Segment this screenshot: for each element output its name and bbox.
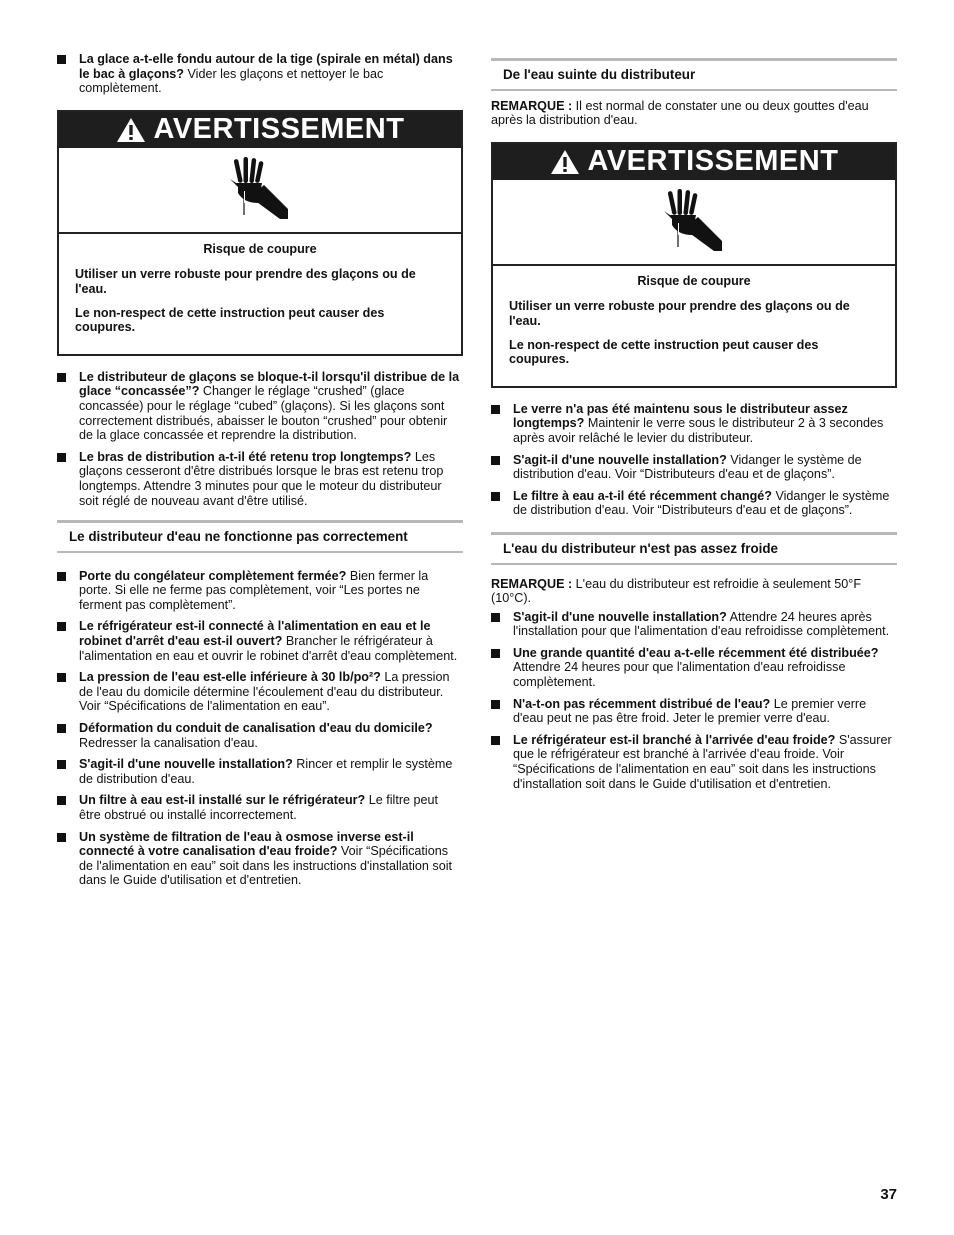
list-item: N'a-t-on pas récemment distribué de l'eau? Le premier verre d'eau peut ne pas être froid. Jeter le premier verre d'eau.: [491, 697, 897, 726]
section-heading: L'eau du distributeur n'est pas assez froide: [491, 532, 897, 565]
warning-header: [59, 112, 461, 148]
hand-cut-icon: [662, 189, 726, 255]
warning-line-1: Utiliser un verre robuste pour prendre des glaçons ou de l'eau.: [509, 299, 850, 328]
right-list-1: [491, 402, 897, 518]
warning-box: [57, 110, 463, 356]
warning-risk: Risque de coupure: [203, 241, 317, 256]
list-item: Le bras de distribution a-t-il été retenu trop longtemps? Les glaçons cesseront d'être distribués lorsque le bras est retenu trop longtemps. Attendre 3 minutes pour que le moteur du distributeur soit réglé de nouveau avant d'être utilisé.: [57, 450, 463, 508]
list-item: La glace a-t-elle fondu autour de la tige (spirale en métal) dans le bac à glaçons? Vider les glaçons et nettoyer le bac complètement.: [57, 52, 463, 96]
left-column: [57, 52, 463, 895]
list-item: Porte du congélateur complètement fermée? Bien fermer la porte. Si elle ne ferme pas complètement, voir “Les portes ne ferment pas complètement”.: [57, 569, 463, 613]
warning-header: [493, 144, 895, 180]
hand-cut-icon: [228, 157, 292, 223]
warning-image: [59, 148, 461, 234]
left-section-list: [57, 569, 463, 888]
right-column: [491, 46, 897, 798]
list-item: Le distributeur de glaçons se bloque-t-il lorsqu'il distribue de la glace “concassée”? Changer le réglage “crushed” (glace concassée) pour le réglage “cubed” (glaçons). Si les glaçons sont correctement distribués, abaisser le bouton “crushed” pour obtenir de la glace concassée et reprendre la distribution.: [57, 370, 463, 443]
warning-triangle-icon: [550, 149, 580, 175]
note: REMARQUE : L'eau du distributeur est refroidie à seulement 50°F (10°C).: [491, 576, 862, 606]
section-heading: Le distributeur d'eau ne fonctionne pas correctement: [57, 520, 463, 553]
warning-line-2: Le non-respect de cette instruction peut causer des coupures.: [509, 337, 819, 367]
list-item: S'agit-il d'une nouvelle installation? Vidanger le système de distribution d'eau. Voir “Distributeurs d'eau et de glaçons”.: [491, 453, 897, 482]
list-item: Le réfrigérateur est-il branché à l'arrivée d'eau froide? S'assurer que le réfrigérateur est branché à l'arrivée d'eau froide. Voir “Spécifications de l'alimentation en eau” soit dans les instructions d'installation soit dans le Guide d'utilisation et d'entretien.: [491, 733, 897, 791]
list-item: Une grande quantité d'eau a-t-elle récemment été distribuée? Attendre 24 heures pour que l'alimentation d'eau refroidisse complètement.: [491, 646, 897, 690]
list-item: La pression de l'eau est-elle inférieure à 30 lb/po²? La pression de l'eau du domicile détermine l'écoulement d'eau du distributeur. Voir “Spécifications de l'alimentation en eau”.: [57, 670, 463, 714]
warning-body: [59, 234, 461, 354]
page-number: 37: [880, 1186, 897, 1203]
left-top-list: [57, 52, 463, 96]
list-item: Un filtre à eau est-il installé sur le réfrigérateur? Le filtre peut être obstrué ou installé incorrectement.: [57, 793, 463, 822]
warning-title: AVERTISSEMENT: [153, 113, 405, 146]
list-item: Le filtre à eau a-t-il été récemment changé? Vidanger le système de distribution d'eau. Voir “Distributeurs d'eau et de glaçons”.: [491, 489, 897, 518]
warning-triangle-icon: [116, 117, 146, 143]
list-item: S'agit-il d'une nouvelle installation? Rincer et remplir le système de distribution d'eau.: [57, 757, 463, 786]
warning-line-2: Le non-respect de cette instruction peut causer des coupures.: [75, 305, 385, 335]
warning-line-1: Utiliser un verre robuste pour prendre des glaçons ou de l'eau.: [75, 267, 416, 296]
right-list-2: [491, 610, 897, 792]
section-heading: De l'eau suinte du distributeur: [491, 58, 897, 91]
left-list: [57, 370, 463, 508]
note: REMARQUE : Il est normal de constater une ou deux gouttes d'eau après la distribution d'eau.: [491, 98, 869, 128]
warning-title: AVERTISSEMENT: [587, 145, 839, 178]
list-item: Le verre n'a pas été maintenu sous le distributeur assez longtemps? Maintenir le verre sous le distributeur 2 à 3 secondes après avoir relâché le levier du distributeur.: [491, 402, 897, 446]
warning-risk: Risque de coupure: [637, 273, 751, 288]
list-item: Le réfrigérateur est-il connecté à l'alimentation en eau et le robinet d'arrêt d'eau est-il ouvert? Brancher le réfrigérateur à l'alimentation en eau et ouvrir le robinet d'arrêt d'eau complètement.: [57, 619, 463, 663]
warning-body: [493, 266, 895, 386]
list-item: Déformation du conduit de canalisation d'eau du domicile? Redresser la canalisation d'eau.: [57, 721, 463, 750]
list-item: Un système de filtration de l'eau à osmose inverse est-il connecté à votre canalisation d'eau froide? Voir “Spécifications de l'alimentation en eau” soit dans les instructions d'installation soit dans le Guide d'utilisation et d'entretien.: [57, 830, 463, 888]
warning-image: [493, 180, 895, 266]
warning-box: [491, 142, 897, 388]
list-item: S'agit-il d'une nouvelle installation? Attendre 24 heures après l'installation pour que l'alimentation d'eau refroidisse complètement.: [491, 610, 897, 639]
